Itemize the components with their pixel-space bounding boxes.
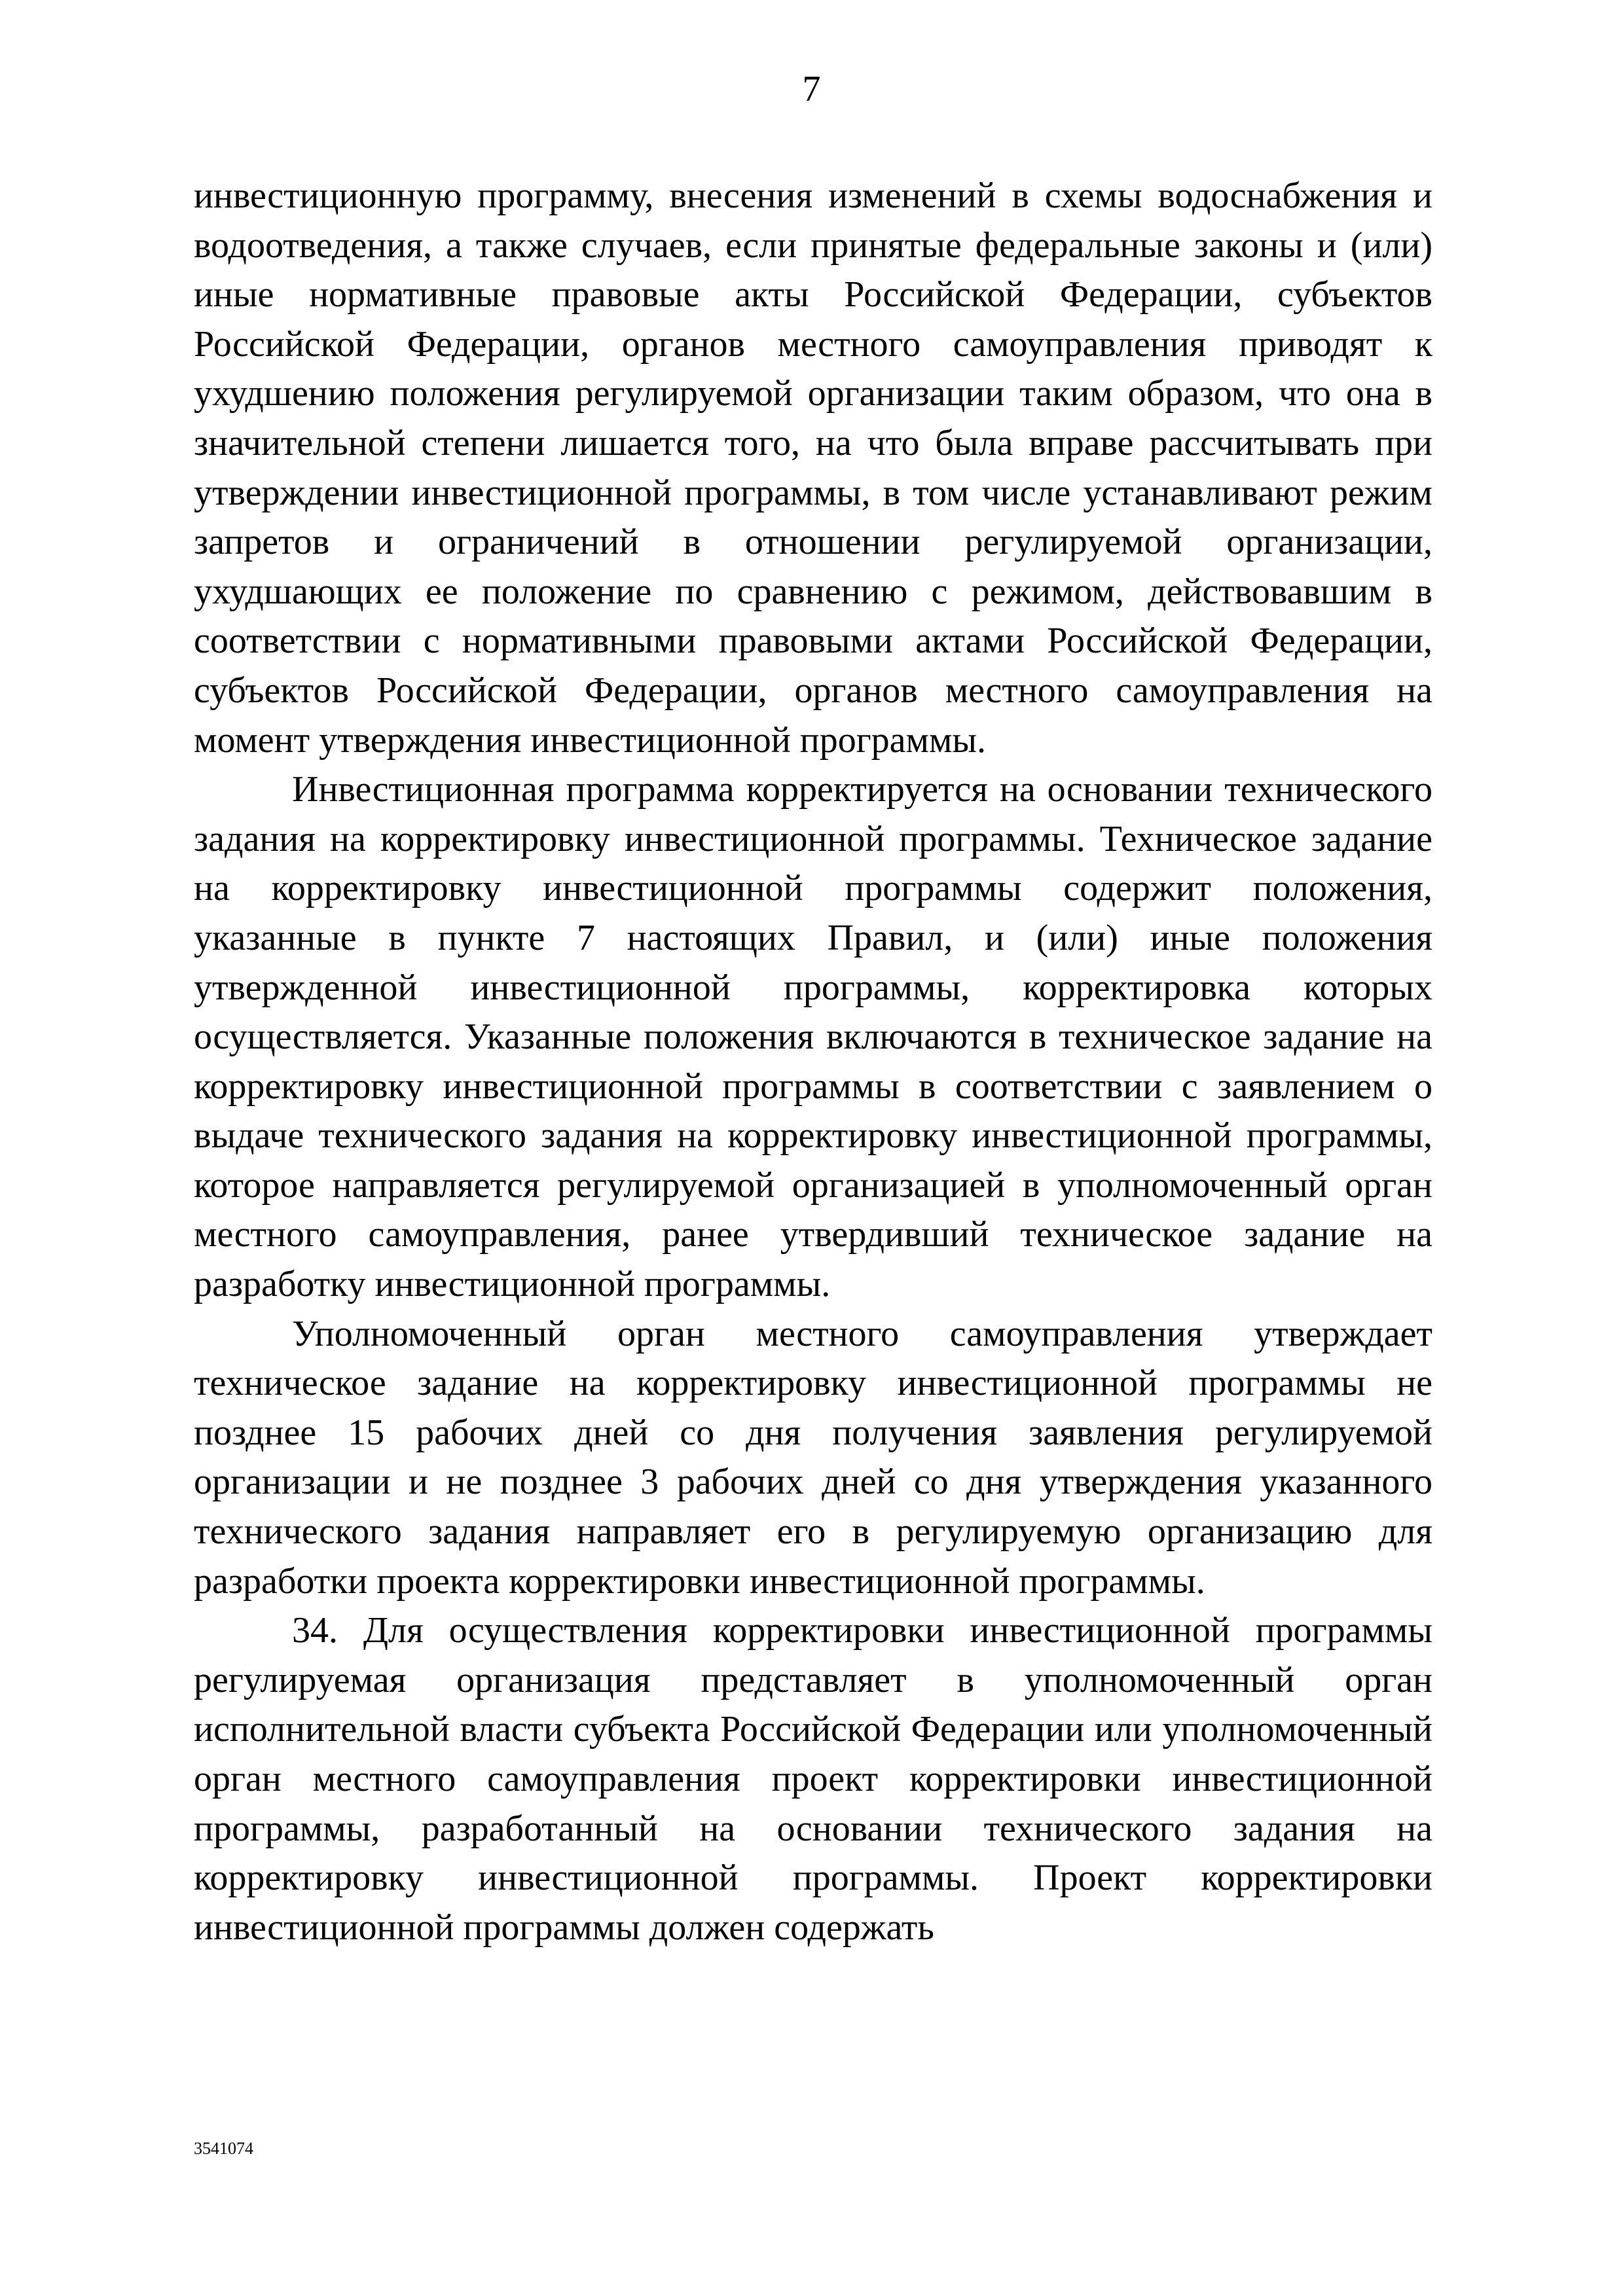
paragraph-item-34: 34. Для осуществления корректировки инвестиционной программы регулируемая организация представляет в уполномоченный орган исполнительной власти субъекта Российской Федерации или уполномоченный орган местного самоуправления проект корректировки инвестиционной программы, разработанный на основании технического задания на корректировку инвестиционной программы. Проект корректировки инвестиционной программы должен содержать <box>194 1610 1432 1948</box>
paragraph-continuation: инвестиционную программу, внесения изменений в схемы водоснабжения и водоотведения, а также случаев, если принятые федеральные законы и (или) иные нормативные правовые акты Российской Федерации, субъектов Российской Федерации, органов местного самоуправления приводят к ухудшению положения регулируемой организации таким образом, что она в значительной степени лишается того, на что была вправе рассчитывать при утверждении инвестиционной программы, в том числе устанавливают режим запретов и ограничений в отношении регулируемой организации, ухудшающих ее положение по сравнению с режимом, действовавшим в соответствии с нормативными правовыми актами Российской Федерации, субъектов Российской Федерации, органов местного самоуправления на момент утверждения инвестиционной программы. <box>194 175 1432 761</box>
paragraph-correction-basis: Инвестиционная программа корректируется на основании технического задания на корректировку инвестиционной программы. Техническое задание на корректировку инвестиционной программы содержит положения, указанные в пункте 7 настоящих Правил, и (или) иные положения утвержденной инвестиционной программы, корректировка которых осуществляется. Указанные положения включаются в техническое задание на корректировку инвестиционной программы в соответствии с заявлением о выдаче технического задания на корректировку инвестиционной программы, которое направляется регулируемой организацией в уполномоченный орган местного самоуправления, ранее утвердивший техническое задание на разработку инвестиционной программы. <box>194 769 1432 1305</box>
document-body <box>194 171 1432 1952</box>
paragraph-approval-terms: Уполномоченный орган местного самоуправления утверждает техническое задание на корректировку инвестиционной программы не позднее 15 рабочих дней со дня получения заявления регулируемой организации и не позднее 3 рабочих дней со дня утверждения указанного технического задания направляет его в регулируемую организацию для разработки проекта корректировки инвестиционной программы. <box>194 1313 1432 1602</box>
document-code: 3541074 <box>194 2139 253 2158</box>
page-number: 7 <box>802 69 821 109</box>
